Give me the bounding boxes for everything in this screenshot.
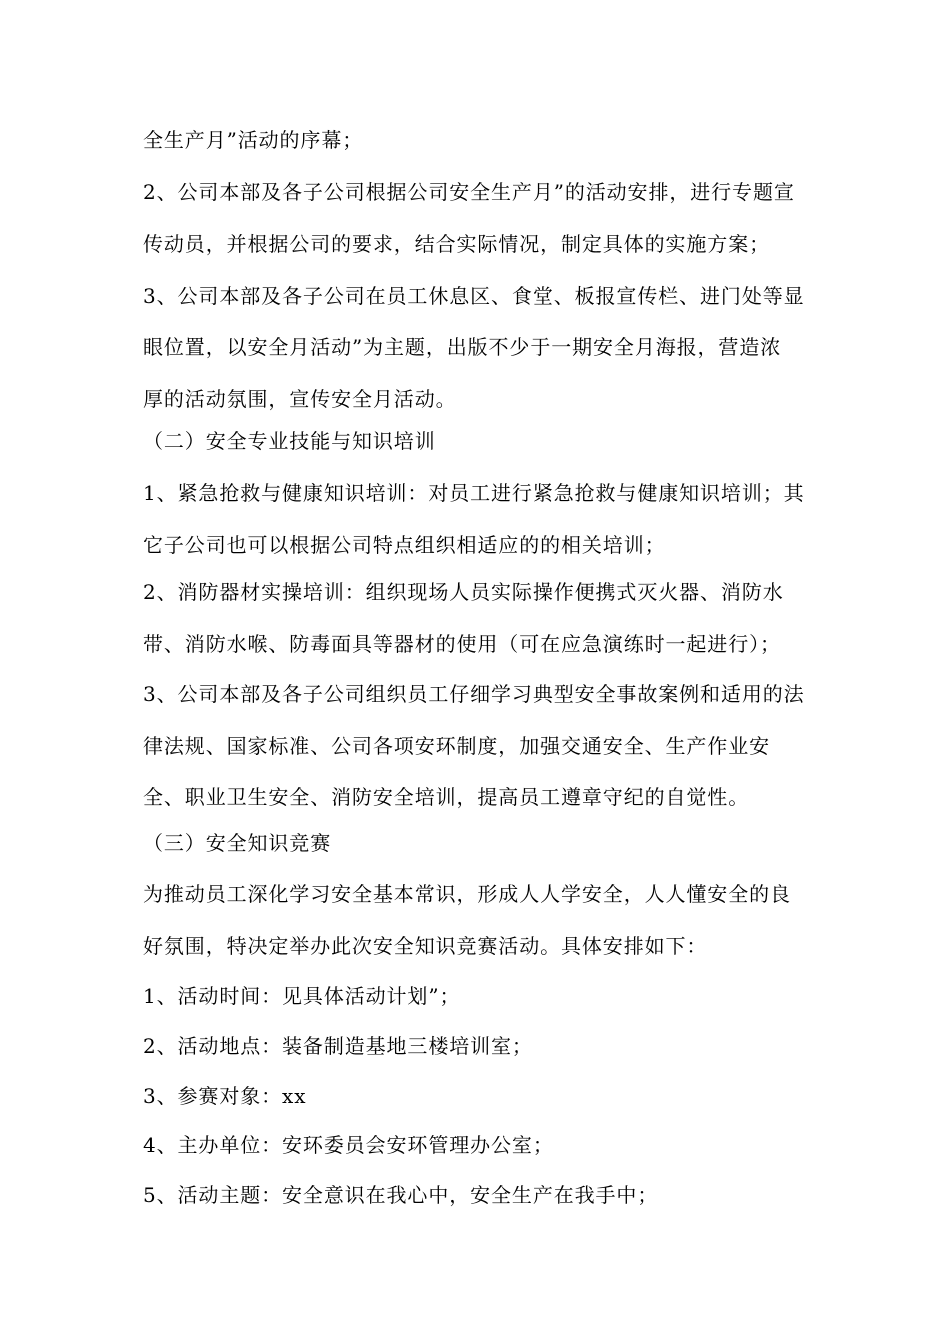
text-line: 3、公司本部及各子公司组织员工仔细学习典型安全事故案例和适用的法 [143, 682, 805, 706]
text-line: 3、公司本部及各子公司在员工休息区、食堂、板报宣传栏、进门处等显 [143, 284, 805, 308]
text-line: 1、紧急抢救与健康知识培训：对员工进行紧急抢救与健康知识培训；其 [143, 481, 805, 505]
text-line: 2、公司本部及各子公司根据公司安全生产月”的活动安排，进行专题宣 [143, 180, 795, 204]
list-item: 3、参赛对象：xx [143, 1084, 307, 1108]
text-line: 2、消防器材实操培训：组织现场人员实际操作便携式灭火器、消防水 [143, 580, 784, 604]
text-line: 厚的活动氛围，宣传安全月活动。 [143, 387, 457, 411]
section-heading: （二）安全专业技能与知识培训 [143, 429, 436, 453]
text-line: 眼位置，以安全月活动”为主题，出版不少于一期安全月海报，营造浓 [143, 335, 782, 359]
list-item: 4、主办单位：安环委员会安环管理办公室； [143, 1133, 554, 1157]
list-item: 1、活动时间：见具体活动计划”； [143, 984, 461, 1008]
list-item: 5、活动主题：安全意识在我心中，安全生产在我手中； [143, 1183, 659, 1207]
text-line: 好氛围，特决定举办此次安全知识竞赛活动。具体安排如下： [143, 934, 708, 958]
text-line: 全生产月”活动的序幕； [143, 128, 364, 152]
text-line: 律法规、国家标准、公司各项安环制度，加强交通安全、生产作业安 [143, 734, 770, 758]
section-heading: （三）安全知识竞赛 [143, 831, 332, 855]
text-line: 传动员，并根据公司的要求，结合实际情况，制定具体的实施方案； [143, 232, 770, 256]
text-line: 它子公司也可以根据公司特点组织相适应的的相关培训； [143, 533, 666, 557]
list-item: 2、活动地点：装备制造基地三楼培训室； [143, 1034, 533, 1058]
text-line: 全、职业卫生安全、消防安全培训，提高员工遵章守纪的自觉性。 [143, 785, 750, 809]
text-line: 为推动员工深化学习安全基本常识，形成人人学安全，人人懂安全的良 [143, 882, 791, 906]
text-line: 带、消防水喉、防毒面具等器材的使用（可在应急演练时一起进行）； [143, 632, 781, 656]
